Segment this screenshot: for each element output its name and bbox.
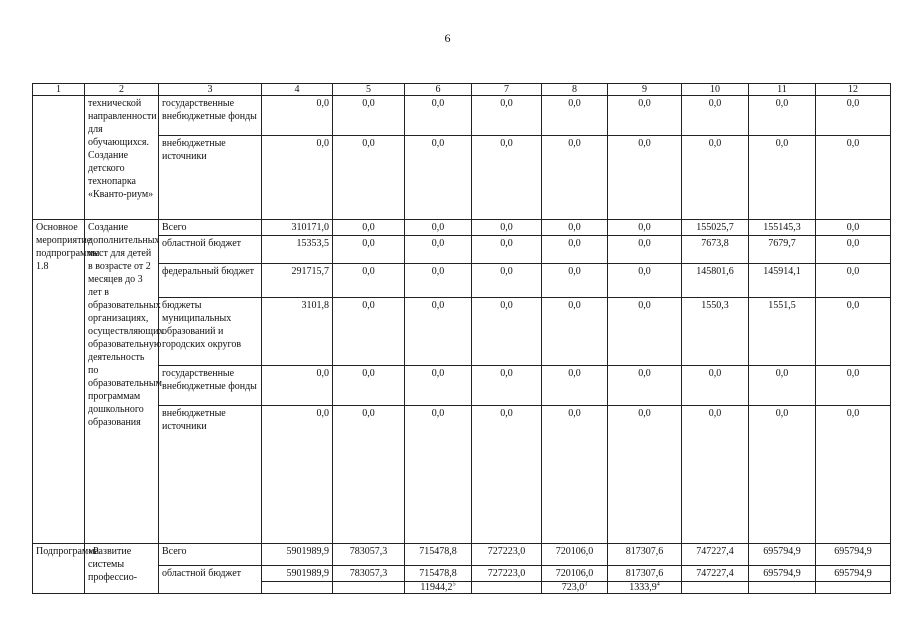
value-cell: 0,0 (405, 136, 472, 220)
value-cell: 0,0 (816, 96, 891, 136)
page-number: 6 (444, 31, 451, 45)
value-cell: 0,0 (608, 406, 682, 544)
budget-table (32, 83, 891, 594)
value-cell: 0,0 (682, 96, 749, 136)
value-cell: 0,0 (472, 96, 542, 136)
value-cell: 0,0 (472, 298, 542, 366)
value-cell: 5901989,9 (262, 566, 333, 582)
value-cell: 0,0 (333, 96, 405, 136)
value-cell: 0,0 (472, 220, 542, 236)
value-cell: 5901989,9 (262, 544, 333, 566)
col-header-9: 9 (608, 84, 682, 96)
table-row (33, 298, 891, 366)
value-cell: 0,0 (749, 96, 816, 136)
value-cell: 0,0 (333, 298, 405, 366)
value-cell: 310171,0 (262, 220, 333, 236)
value-cell: 0,0 (405, 298, 472, 366)
subprogram-label-cell: Подпрограмма (33, 544, 85, 594)
value-cell: 0,0 (608, 136, 682, 220)
value-cell (333, 582, 405, 594)
table-row (33, 264, 891, 298)
footnote-mark: 3 (584, 581, 588, 588)
header-row (33, 84, 891, 96)
value-cell: 715478,8 (405, 566, 472, 582)
table-row (33, 136, 891, 220)
value-cell: 817307,6 (608, 566, 682, 582)
value-cell: 0,0 (542, 136, 608, 220)
value-cell: 0,0 (682, 366, 749, 406)
value-cell: 0,0 (816, 366, 891, 406)
value-cell: 0,0 (542, 236, 608, 264)
value-cell: 0,0 (333, 406, 405, 544)
footnote-value: 11944,2 (420, 582, 453, 593)
value-cell: 817307,6 (608, 544, 682, 566)
value-cell: 0,0 (262, 366, 333, 406)
measure-label-cell: Основное мероприятие подпрограммы 1.8 (33, 220, 85, 544)
value-cell: 0,0 (472, 136, 542, 220)
funding-source-cell: внебюджетные источники (159, 406, 262, 544)
value-cell: 3101,8 (262, 298, 333, 366)
col-header-12: 12 (816, 84, 891, 96)
table-row (33, 366, 891, 406)
value-cell: 0,0 (542, 96, 608, 136)
value-cell: 1550,3 (682, 298, 749, 366)
value-cell: 0,0 (262, 406, 333, 544)
value-cell: 7673,8 (682, 236, 749, 264)
value-cell (682, 582, 749, 594)
value-cell: 0,0 (405, 264, 472, 298)
value-cell: 0,0 (608, 366, 682, 406)
footnote-value: 723,0 (561, 582, 585, 593)
funding-source-cell: федеральный бюджет (159, 264, 262, 298)
value-cell: 747227,4 (682, 566, 749, 582)
footnote-value-cell (542, 582, 608, 594)
value-cell (749, 582, 816, 594)
value-cell: 0,0 (682, 136, 749, 220)
value-cell: 0,0 (608, 220, 682, 236)
value-cell: 0,0 (542, 220, 608, 236)
value-cell: 0,0 (608, 298, 682, 366)
value-cell: 0,0 (542, 264, 608, 298)
value-cell: 0,0 (749, 406, 816, 544)
value-cell: 7679,7 (749, 236, 816, 264)
col-header-1: 1 (33, 84, 85, 96)
footnote-value: 1333,9 (629, 582, 657, 593)
value-cell: 0,0 (682, 406, 749, 544)
table-row (33, 220, 891, 236)
value-cell (262, 582, 333, 594)
value-cell: 0,0 (542, 366, 608, 406)
funding-source-cell: бюджеты муниципальных образований и городских округов (159, 298, 262, 366)
value-cell: 1551,5 (749, 298, 816, 366)
value-cell: 291715,7 (262, 264, 333, 298)
funding-source-cell: Всего (159, 544, 262, 566)
funding-source-cell: государственные внебюджетные фонды (159, 366, 262, 406)
value-cell: 695794,9 (749, 566, 816, 582)
value-cell: 155145,3 (749, 220, 816, 236)
value-cell: 0,0 (816, 136, 891, 220)
funding-source-cell: внебюджетные источники (159, 136, 262, 220)
footnote-value-cell (608, 582, 682, 594)
value-cell: 0,0 (472, 236, 542, 264)
value-cell: 0,0 (262, 96, 333, 136)
value-cell: 0,0 (542, 298, 608, 366)
value-cell: 0,0 (333, 264, 405, 298)
col-header-10: 10 (682, 84, 749, 96)
funding-source-cell: областной бюджет (159, 566, 262, 594)
row-group-cell (33, 96, 85, 220)
value-cell: 0,0 (816, 220, 891, 236)
col-header-2: 2 (85, 84, 159, 96)
value-cell: 727223,0 (472, 544, 542, 566)
table-row (33, 236, 891, 264)
value-cell: 0,0 (816, 264, 891, 298)
value-cell: 0,0 (333, 136, 405, 220)
value-cell: 0,0 (405, 96, 472, 136)
value-cell: 0,0 (816, 406, 891, 544)
value-cell: 15353,5 (262, 236, 333, 264)
value-cell: 0,0 (262, 136, 333, 220)
col-header-3: 3 (159, 84, 262, 96)
value-cell: 0,0 (608, 264, 682, 298)
value-cell: 695794,9 (749, 544, 816, 566)
value-cell: 0,0 (749, 136, 816, 220)
footnote-mark: 4 (656, 581, 660, 588)
value-cell: 0,0 (333, 236, 405, 264)
funding-source-cell: областной бюджет (159, 236, 262, 264)
value-cell: 695794,9 (816, 544, 891, 566)
table-row (33, 406, 891, 544)
value-cell: 0,0 (608, 236, 682, 264)
value-cell: 0,0 (405, 236, 472, 264)
value-cell: 0,0 (405, 366, 472, 406)
value-cell: 720106,0 (542, 566, 608, 582)
value-cell: 145801,6 (682, 264, 749, 298)
value-cell: 0,0 (816, 236, 891, 264)
value-cell: 0,0 (405, 220, 472, 236)
value-cell: 0,0 (472, 406, 542, 544)
value-cell (816, 582, 891, 594)
value-cell: 715478,8 (405, 544, 472, 566)
value-cell: 0,0 (472, 366, 542, 406)
value-cell: 747227,4 (682, 544, 749, 566)
table-row (33, 566, 891, 582)
col-header-6: 6 (405, 84, 472, 96)
value-cell: 0,0 (749, 366, 816, 406)
value-cell: 0,0 (608, 96, 682, 136)
value-cell: 727223,0 (472, 566, 542, 582)
footnote-mark: 5 (452, 581, 456, 588)
value-cell: 145914,1 (749, 264, 816, 298)
value-cell: 0,0 (542, 406, 608, 544)
value-cell: 695794,9 (816, 566, 891, 582)
col-header-11: 11 (749, 84, 816, 96)
value-cell: 155025,7 (682, 220, 749, 236)
col-header-8: 8 (542, 84, 608, 96)
col-header-7: 7 (472, 84, 542, 96)
activity-name-cell: Создание дополнительных мест для детей в возрасте от 2 месяцев до 3 лет в образовательных организациях, осуществляющих образовательную деятельность по образовательным программам дошкольного образования (85, 220, 159, 544)
col-header-5: 5 (333, 84, 405, 96)
value-cell: 783057,3 (333, 544, 405, 566)
col-header-4: 4 (262, 84, 333, 96)
value-cell: 0,0 (333, 220, 405, 236)
table-row (33, 544, 891, 566)
value-cell: 0,0 (405, 406, 472, 544)
value-cell: 720106,0 (542, 544, 608, 566)
table-row (33, 96, 891, 136)
activity-name-cell: технической направленности для обучающихся. Создание детского технопарка «Кванто-риум» (85, 96, 159, 220)
value-cell: 783057,3 (333, 566, 405, 582)
subprogram-name-cell: «Развитие системы профессио- (85, 544, 159, 594)
value-cell: 0,0 (333, 366, 405, 406)
value-cell (472, 582, 542, 594)
funding-source-cell: Всего (159, 220, 262, 236)
value-cell: 0,0 (816, 298, 891, 366)
funding-source-cell: государственные внебюджетные фонды (159, 96, 262, 136)
footnote-value-cell (405, 582, 472, 594)
value-cell: 0,0 (472, 264, 542, 298)
